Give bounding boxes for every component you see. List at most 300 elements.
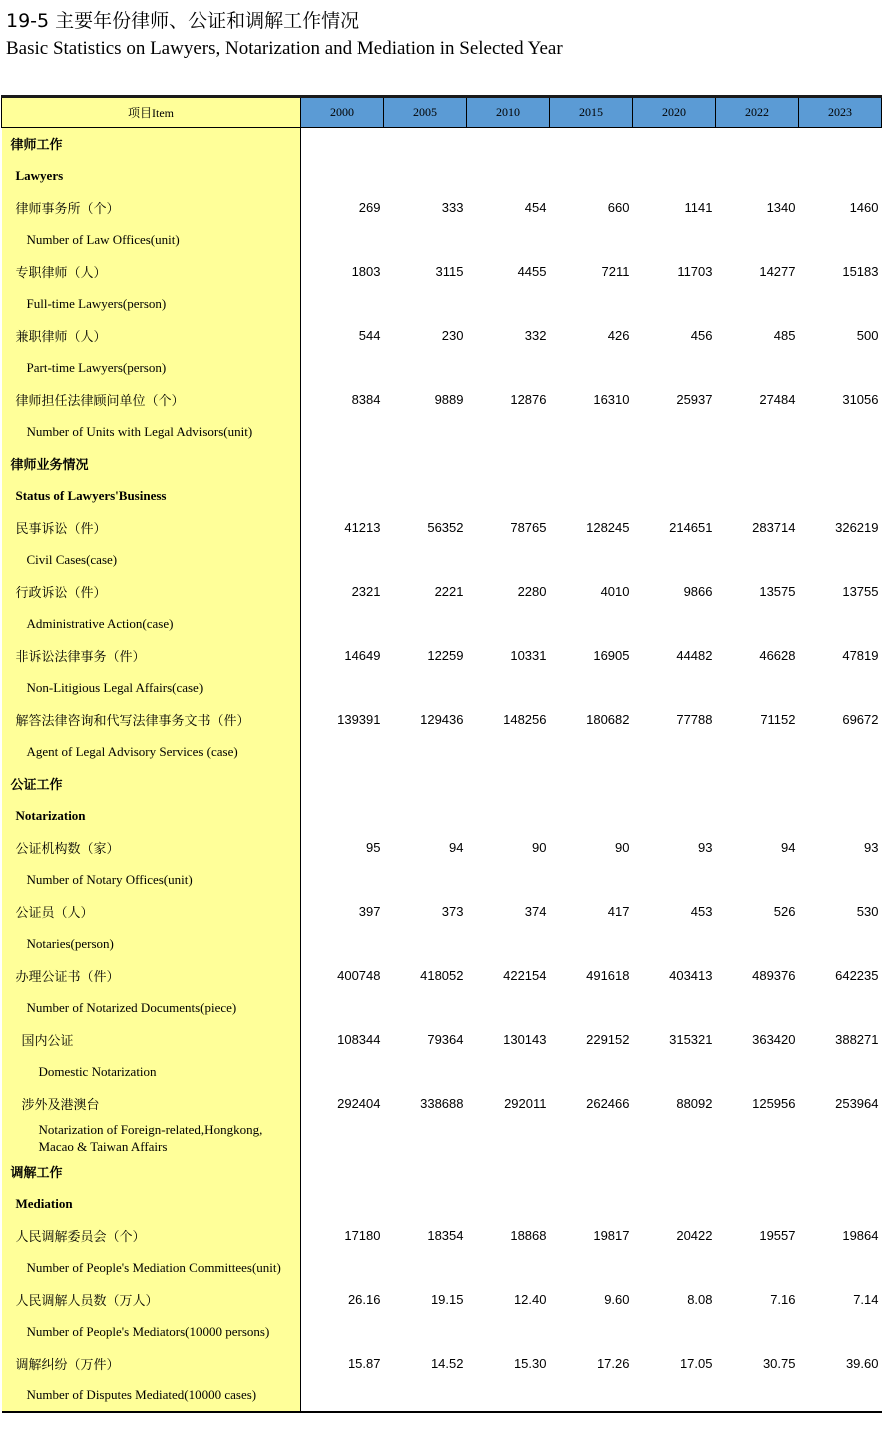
value-cell: [799, 1316, 882, 1348]
value-cell: 18868: [510, 1228, 547, 1243]
table-row: [2, 160, 882, 192]
value-cell: [633, 448, 716, 480]
value-cell: 1803: [351, 264, 381, 279]
table-row: [2, 960, 882, 992]
value-cell: 283714: [752, 520, 796, 535]
value-cell: [550, 1188, 633, 1220]
row-label: Number of People's Mediation Committees(unit): [2, 1252, 301, 1284]
value-cell: [384, 1120, 467, 1156]
section-label: 律师工作: [2, 128, 301, 160]
value-cell: 7211: [601, 264, 630, 279]
value-cell: 17180: [344, 1228, 381, 1243]
value-cell: 544: [358, 328, 381, 343]
year-header: 2020: [633, 97, 716, 128]
value-cell: [799, 992, 882, 1024]
value-cell: [550, 448, 633, 480]
table-row: [2, 512, 882, 544]
value-cell: [716, 1120, 799, 1156]
value-cell: [716, 128, 799, 160]
value-cell: 125956: [752, 1096, 796, 1111]
value-cell: 108344: [337, 1032, 381, 1047]
row-label: Domestic Notarization: [2, 1056, 301, 1088]
value-cell: 403413: [669, 968, 713, 983]
value-cell: [633, 608, 716, 640]
value-cell: 7.16: [770, 1292, 796, 1307]
value-cell: 388271: [835, 1032, 879, 1047]
value-cell: [799, 1120, 882, 1156]
value-cell: [799, 1056, 882, 1088]
year-header: 2022: [716, 97, 799, 128]
value-cell: [550, 1120, 633, 1156]
value-cell: [301, 1380, 384, 1412]
value-cell: [716, 288, 799, 320]
value-cell: [799, 608, 882, 640]
row-label: 律师担任法律顾问单位（个）: [2, 384, 301, 416]
row-label: 解答法律咨询和代写法律事务文书（件）: [2, 704, 301, 736]
value-cell: [384, 736, 467, 768]
value-cell: [301, 352, 384, 384]
value-cell: 93: [698, 840, 713, 855]
value-cell: 15183: [842, 264, 879, 279]
value-cell: 253964: [835, 1096, 879, 1111]
value-cell: 56352: [427, 520, 464, 535]
table-row: [2, 896, 882, 928]
row-label: 专职律师（人）: [2, 256, 301, 288]
value-cell: [633, 928, 716, 960]
value-cell: 214651: [669, 520, 713, 535]
table-row: [2, 736, 882, 768]
value-cell: 7.14: [853, 1292, 879, 1307]
value-cell: [384, 480, 467, 512]
value-cell: [633, 352, 716, 384]
value-cell: [301, 160, 384, 192]
value-cell: 69672: [842, 712, 879, 727]
value-cell: [550, 992, 633, 1024]
value-cell: 373: [441, 904, 464, 919]
value-cell: [384, 608, 467, 640]
value-cell: 13755: [842, 584, 879, 599]
row-label: Agent of Legal Advisory Services (case): [2, 736, 301, 768]
value-cell: [301, 672, 384, 704]
value-cell: [550, 288, 633, 320]
table-row: [2, 320, 882, 352]
row-label: Full-time Lawyers(person): [2, 288, 301, 320]
table-row: [2, 800, 882, 832]
value-cell: 94: [781, 840, 796, 855]
value-cell: [384, 1316, 467, 1348]
value-cell: [716, 416, 799, 448]
value-cell: [467, 1156, 550, 1188]
value-cell: 13575: [759, 584, 796, 599]
value-cell: [799, 160, 882, 192]
value-cell: [550, 160, 633, 192]
value-cell: [467, 128, 550, 160]
value-cell: [633, 736, 716, 768]
value-cell: [633, 128, 716, 160]
value-cell: [384, 224, 467, 256]
table-row: [2, 1056, 882, 1088]
value-cell: [799, 128, 882, 160]
value-cell: [716, 1380, 799, 1412]
value-cell: [550, 768, 633, 800]
value-cell: [301, 864, 384, 896]
value-cell: [301, 800, 384, 832]
value-cell: [301, 1188, 384, 1220]
value-cell: [633, 1156, 716, 1188]
value-cell: 19817: [593, 1228, 630, 1243]
row-label: 人民调解委员会（个）: [2, 1220, 301, 1252]
row-label: Number of People's Mediators(10000 persons): [2, 1316, 301, 1348]
value-cell: [550, 864, 633, 896]
value-cell: [467, 1056, 550, 1088]
value-cell: 453: [690, 904, 713, 919]
table-row: [2, 448, 882, 480]
value-cell: 230: [441, 328, 464, 343]
row-label: 办理公证书（件）: [2, 960, 301, 992]
value-cell: 78765: [510, 520, 547, 535]
value-cell: [550, 608, 633, 640]
value-cell: [467, 448, 550, 480]
section-label: 律师业务情况: [2, 448, 301, 480]
value-cell: [384, 864, 467, 896]
value-cell: [384, 544, 467, 576]
table-row: [2, 864, 882, 896]
value-cell: 9866: [683, 584, 713, 599]
value-cell: [716, 1056, 799, 1088]
value-cell: 10331: [510, 648, 547, 663]
row-label: Number of Disputes Mediated(10000 cases): [2, 1380, 301, 1412]
table-row: [2, 1316, 882, 1348]
table-row: [2, 768, 882, 800]
table-row: [2, 1220, 882, 1252]
value-cell: [716, 672, 799, 704]
year-header: 2010: [467, 97, 550, 128]
value-cell: 338688: [420, 1096, 464, 1111]
value-cell: [301, 448, 384, 480]
row-label: Administrative Action(case): [2, 608, 301, 640]
value-cell: [467, 288, 550, 320]
value-cell: [301, 288, 384, 320]
table-row: [2, 704, 882, 736]
value-cell: 46628: [759, 648, 796, 663]
value-cell: [716, 1252, 799, 1284]
value-cell: [467, 672, 550, 704]
value-cell: 20422: [676, 1228, 713, 1243]
value-cell: 71152: [760, 712, 796, 727]
value-cell: [799, 1252, 882, 1284]
row-label: Notarization of Foreign-related,Hongkong, Macao & Taiwan Affairs: [2, 1120, 301, 1156]
value-cell: 15.87: [347, 1356, 381, 1371]
table-row: [2, 128, 882, 160]
value-cell: [799, 928, 882, 960]
value-cell: [716, 448, 799, 480]
value-cell: [716, 352, 799, 384]
value-cell: 17.26: [596, 1356, 630, 1371]
value-cell: [467, 1252, 550, 1284]
value-cell: 90: [615, 840, 630, 855]
row-label: Notaries(person): [2, 928, 301, 960]
row-label: 调解纠纷（万件）: [2, 1348, 301, 1380]
value-cell: 454: [524, 200, 547, 215]
value-cell: 4010: [600, 584, 630, 599]
value-cell: 229152: [586, 1032, 630, 1047]
value-cell: [799, 672, 882, 704]
value-cell: [550, 1056, 633, 1088]
value-cell: [633, 1188, 716, 1220]
value-cell: [384, 1188, 467, 1220]
row-label: Number of Law Offices(unit): [2, 224, 301, 256]
value-cell: [633, 864, 716, 896]
row-label: Number of Notary Offices(unit): [2, 864, 301, 896]
table-body: [2, 128, 882, 1412]
value-cell: [301, 1120, 384, 1156]
year-header: 2005: [384, 97, 467, 128]
value-cell: [384, 288, 467, 320]
row-label: Civil Cases(case): [2, 544, 301, 576]
value-cell: 27484: [759, 392, 796, 407]
value-cell: 77788: [676, 712, 713, 727]
value-cell: [301, 416, 384, 448]
value-cell: [633, 1380, 716, 1412]
value-cell: [716, 160, 799, 192]
year-header: 2015: [550, 97, 633, 128]
value-cell: 16905: [593, 648, 630, 663]
value-cell: 2221: [434, 584, 464, 599]
value-cell: [633, 992, 716, 1024]
value-cell: 315321: [669, 1032, 713, 1047]
value-cell: [384, 416, 467, 448]
table-row: [2, 928, 882, 960]
value-cell: [799, 864, 882, 896]
value-cell: 456: [690, 328, 713, 343]
value-cell: [716, 608, 799, 640]
value-cell: 129436: [420, 712, 464, 727]
value-cell: 12876: [510, 392, 547, 407]
value-cell: 485: [773, 328, 796, 343]
value-cell: 9.60: [604, 1292, 630, 1307]
value-cell: 374: [524, 904, 547, 919]
value-cell: 292404: [337, 1096, 381, 1111]
value-cell: [716, 992, 799, 1024]
row-label: 兼职律师（人）: [2, 320, 301, 352]
value-cell: [467, 352, 550, 384]
value-cell: [550, 544, 633, 576]
table-row: [2, 672, 882, 704]
value-cell: [301, 608, 384, 640]
value-cell: 44482: [676, 648, 713, 663]
row-label: Non-Litigious Legal Affairs(case): [2, 672, 301, 704]
value-cell: [467, 480, 550, 512]
value-cell: [384, 160, 467, 192]
value-cell: [384, 1252, 467, 1284]
value-cell: [550, 480, 633, 512]
value-cell: 180682: [586, 712, 630, 727]
value-cell: 14277: [759, 264, 796, 279]
value-cell: [716, 864, 799, 896]
value-cell: 422154: [503, 968, 547, 983]
value-cell: [799, 448, 882, 480]
value-cell: 417: [607, 904, 630, 919]
value-cell: [799, 544, 882, 576]
row-label: 公证机构数（家）: [2, 832, 301, 864]
table-row: [2, 288, 882, 320]
value-cell: 262466: [586, 1096, 630, 1111]
value-cell: [550, 736, 633, 768]
value-cell: [633, 224, 716, 256]
value-cell: 1340: [766, 200, 796, 215]
table-title-english: Basic Statistics on Lawyers, Notarization and Mediation in Selected Year: [6, 38, 563, 59]
value-cell: 530: [856, 904, 879, 919]
value-cell: 17.05: [679, 1356, 713, 1371]
value-cell: 19.15: [430, 1292, 464, 1307]
value-cell: [799, 736, 882, 768]
value-cell: [467, 1120, 550, 1156]
value-cell: 11703: [677, 264, 713, 279]
value-cell: 39.60: [845, 1356, 879, 1371]
table-row: [2, 224, 882, 256]
value-cell: [799, 1156, 882, 1188]
value-cell: [384, 352, 467, 384]
value-cell: [384, 768, 467, 800]
value-cell: [799, 480, 882, 512]
row-label: 国内公证: [2, 1024, 301, 1056]
row-label: Number of Notarized Documents(piece): [2, 992, 301, 1024]
section-label: Notarization: [2, 800, 301, 832]
table-row: [2, 480, 882, 512]
value-cell: [716, 1316, 799, 1348]
table-row: [2, 1156, 882, 1188]
table-row: [2, 832, 882, 864]
value-cell: 400748: [337, 968, 381, 983]
value-cell: [550, 1252, 633, 1284]
value-cell: [467, 608, 550, 640]
value-cell: 269: [358, 200, 381, 215]
value-cell: 79364: [427, 1032, 464, 1047]
value-cell: [633, 480, 716, 512]
value-cell: 25937: [676, 392, 713, 407]
value-cell: [550, 672, 633, 704]
year-header: 2000: [301, 97, 384, 128]
value-cell: [799, 224, 882, 256]
value-cell: [467, 1316, 550, 1348]
section-label: 公证工作: [2, 768, 301, 800]
value-cell: [716, 1188, 799, 1220]
value-cell: 3115: [435, 264, 464, 279]
value-cell: [550, 352, 633, 384]
value-cell: [716, 736, 799, 768]
value-cell: [467, 1380, 550, 1412]
value-cell: 2321: [351, 584, 381, 599]
value-cell: [467, 864, 550, 896]
value-cell: [301, 1056, 384, 1088]
value-cell: 31056: [842, 392, 879, 407]
value-cell: [633, 544, 716, 576]
year-header: 2023: [799, 97, 882, 128]
value-cell: 363420: [752, 1032, 796, 1047]
value-cell: 491618: [586, 968, 630, 983]
value-cell: [384, 928, 467, 960]
value-cell: [550, 1316, 633, 1348]
value-cell: [467, 224, 550, 256]
statistics-table: [1, 95, 882, 1413]
value-cell: 500: [856, 328, 879, 343]
value-cell: 16310: [593, 392, 630, 407]
value-cell: [633, 1056, 716, 1088]
value-cell: 426: [607, 328, 630, 343]
row-label: Part-time Lawyers(person): [2, 352, 301, 384]
value-cell: [467, 800, 550, 832]
value-cell: 14649: [344, 648, 381, 663]
value-cell: [799, 288, 882, 320]
section-label: Status of Lawyers'Business: [2, 480, 301, 512]
value-cell: 333: [441, 200, 464, 215]
table-row: [2, 1088, 882, 1120]
value-cell: [633, 1120, 716, 1156]
value-cell: 15.30: [513, 1356, 547, 1371]
value-cell: 418052: [420, 968, 464, 983]
table-row: [2, 544, 882, 576]
value-cell: [384, 448, 467, 480]
value-cell: [633, 672, 716, 704]
value-cell: [301, 992, 384, 1024]
value-cell: [716, 800, 799, 832]
value-cell: 88092: [676, 1096, 713, 1111]
value-cell: [301, 480, 384, 512]
table-row: [2, 640, 882, 672]
value-cell: [799, 1188, 882, 1220]
table-row: [2, 1252, 882, 1284]
value-cell: [467, 1188, 550, 1220]
value-cell: 2280: [517, 584, 547, 599]
row-label: 非诉讼法律事务（件）: [2, 640, 301, 672]
table-row: [2, 576, 882, 608]
value-cell: 128245: [586, 520, 630, 535]
table-title-chinese: 19-5 主要年份律师、公证和调解工作情况: [6, 10, 360, 32]
row-label: 律师事务所（个）: [2, 192, 301, 224]
value-cell: 19557: [759, 1228, 796, 1243]
value-cell: 130143: [503, 1032, 547, 1047]
value-cell: [550, 928, 633, 960]
value-cell: [467, 544, 550, 576]
value-cell: [799, 800, 882, 832]
value-cell: [716, 1156, 799, 1188]
value-cell: 18354: [427, 1228, 464, 1243]
row-label: Number of Units with Legal Advisors(unit): [2, 416, 301, 448]
value-cell: [467, 992, 550, 1024]
value-cell: 47819: [842, 648, 879, 663]
section-label: Lawyers: [2, 160, 301, 192]
table-row: [2, 384, 882, 416]
value-cell: 41213: [344, 520, 381, 535]
value-cell: [550, 224, 633, 256]
value-cell: [384, 1380, 467, 1412]
value-cell: [384, 1156, 467, 1188]
value-cell: [467, 416, 550, 448]
row-label: 公证员（人）: [2, 896, 301, 928]
value-cell: [384, 128, 467, 160]
value-cell: [633, 416, 716, 448]
value-cell: [550, 416, 633, 448]
row-label: 人民调解人员数（万人）: [2, 1284, 301, 1316]
value-cell: [301, 1252, 384, 1284]
value-cell: [633, 160, 716, 192]
value-cell: 1460: [849, 200, 879, 215]
value-cell: 12259: [427, 648, 464, 663]
value-cell: 93: [864, 840, 879, 855]
value-cell: [301, 768, 384, 800]
value-cell: 8.08: [687, 1292, 713, 1307]
value-cell: [384, 800, 467, 832]
